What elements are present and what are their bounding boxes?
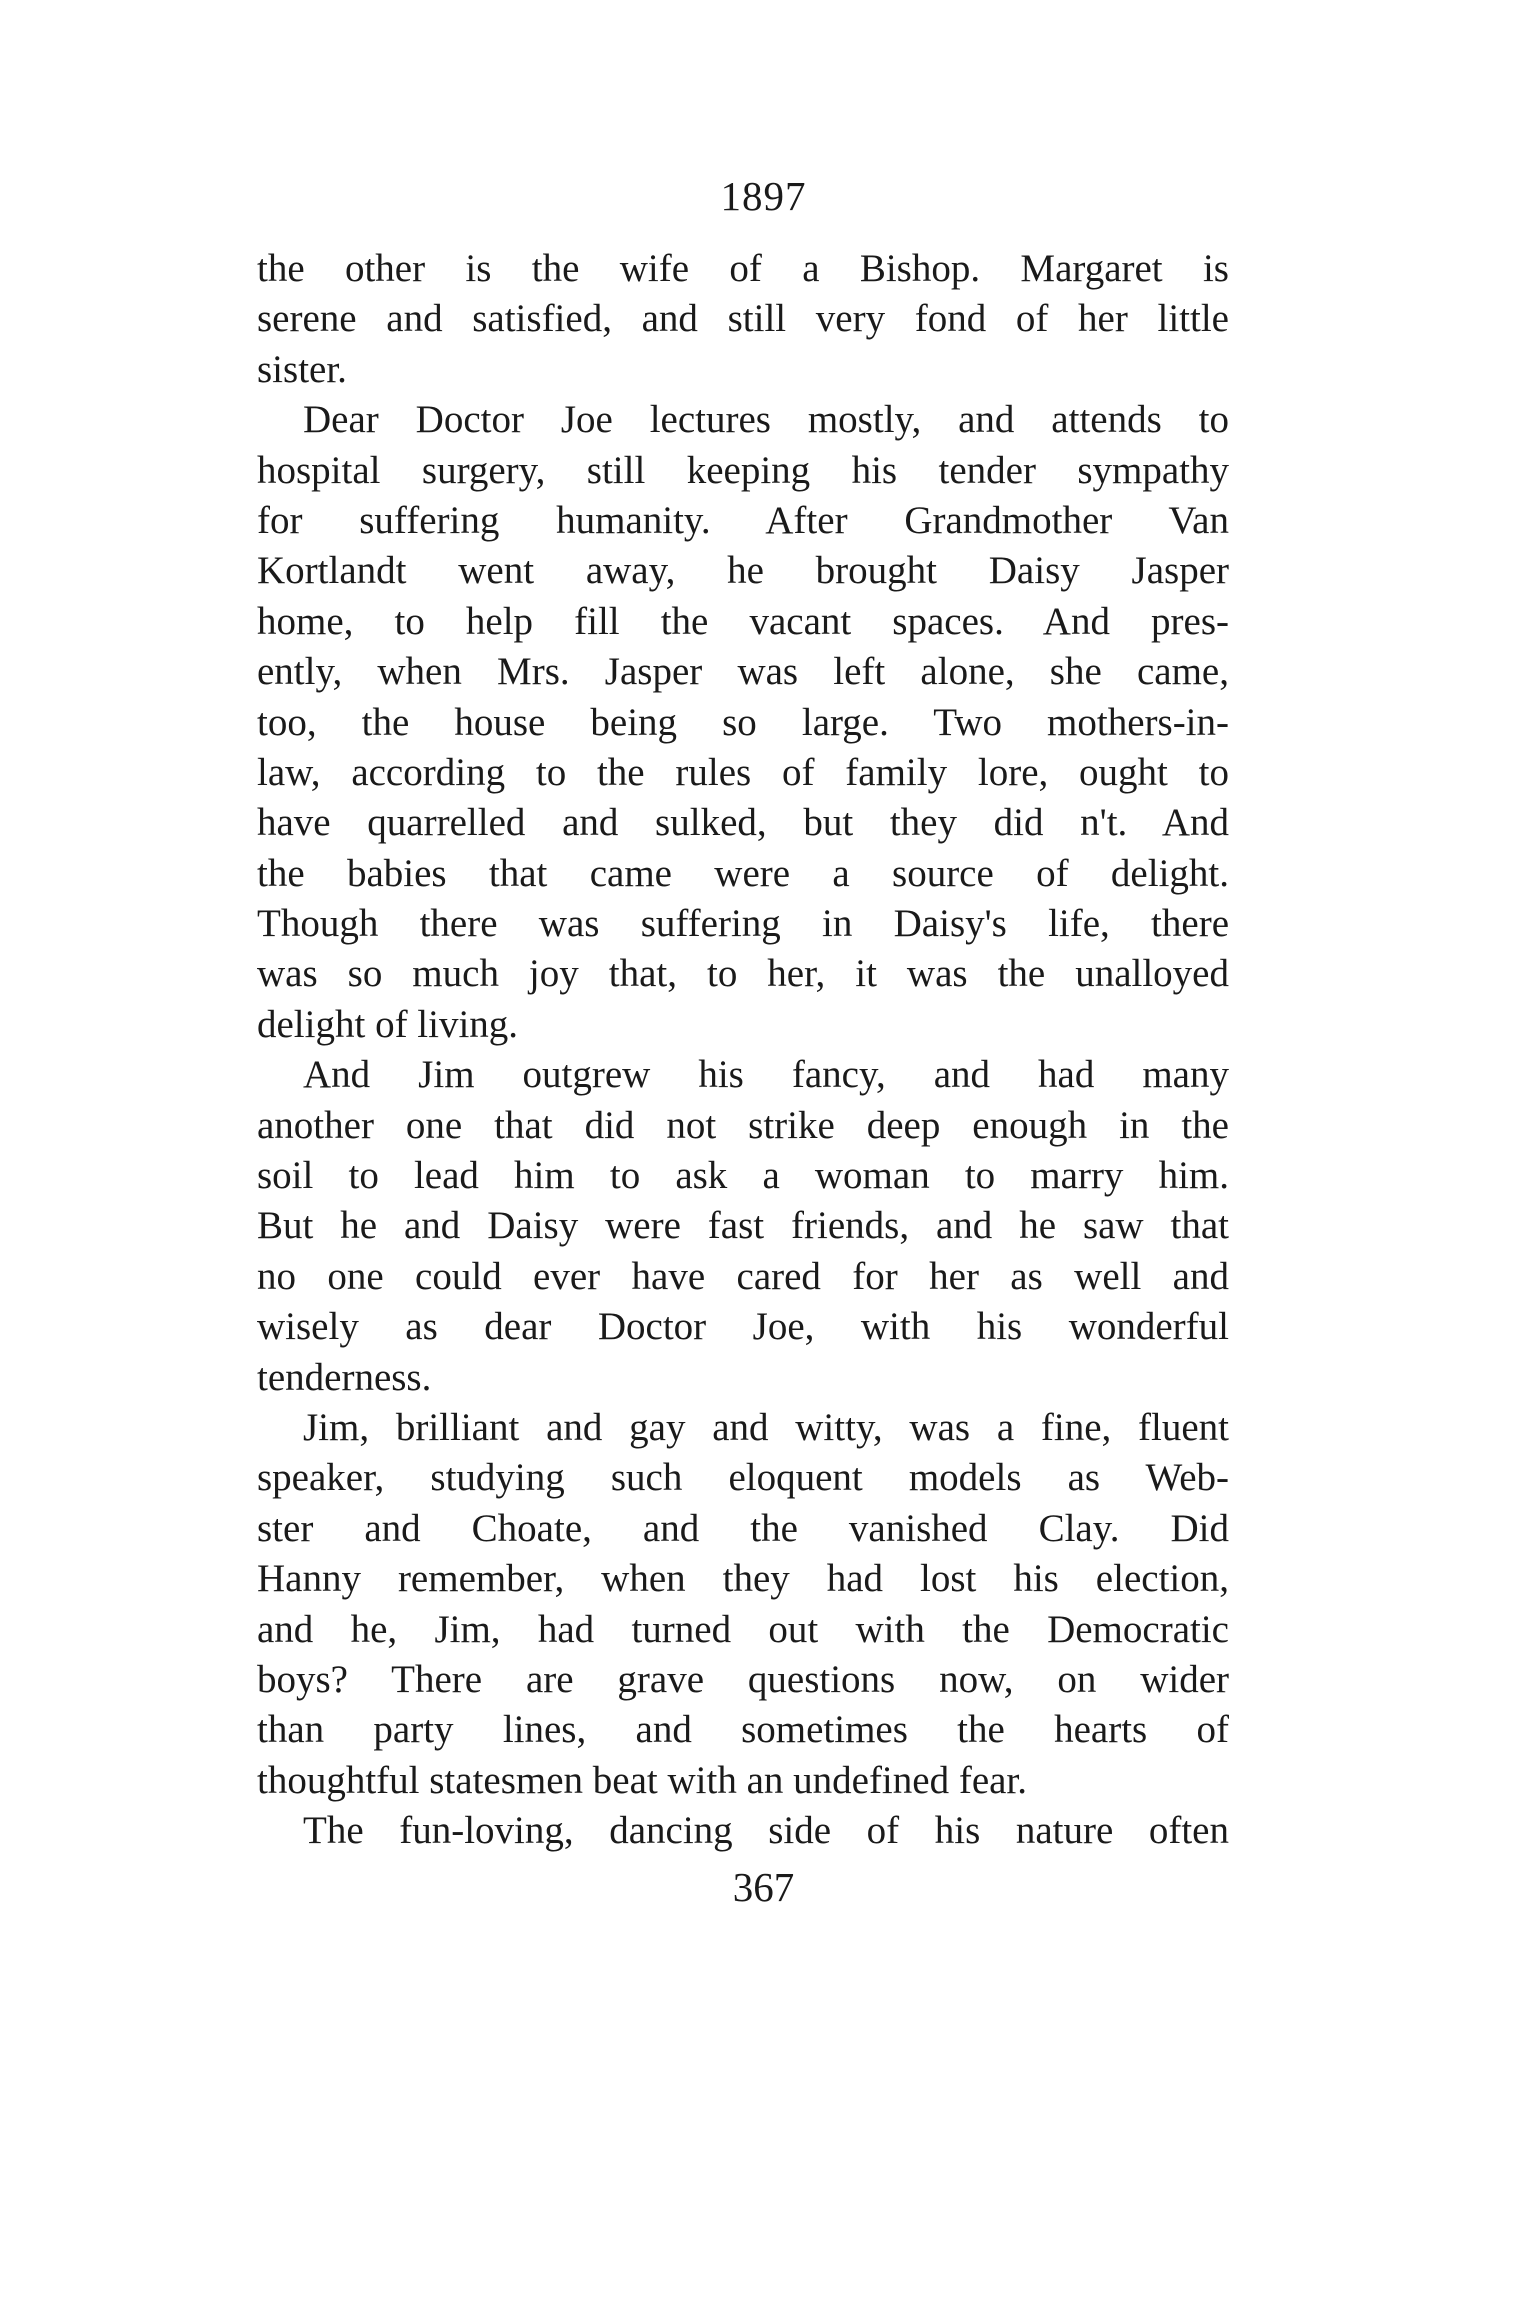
text-line: And Jim outgrew his fancy, and had many	[303, 1053, 1229, 1097]
body-text	[257, 244, 1229, 1857]
text-line: wisely as dear Doctor Joe, with his wonderful	[257, 1305, 1229, 1349]
text-line: the other is the wife of a Bishop. Margaret is	[257, 247, 1229, 290]
text-line: thoughtful statesmen beat with an undefined fear.	[257, 1758, 1028, 1802]
text-line: no one could ever have cared for her as well and	[257, 1254, 1229, 1298]
text-line: serene and satisfied, and still very fond of her little	[257, 297, 1229, 341]
text-line: The fun-loving, dancing side of his nature often	[303, 1809, 1229, 1853]
text-line: Jim, brilliant and gay and witty, was a fine, fluent	[303, 1405, 1229, 1449]
text-line: too, the house being so large. Two mothers-in-	[257, 700, 1229, 744]
text-line: soil to lead him to ask a woman to marry him.	[257, 1154, 1229, 1198]
text-line: another one that did not strike deep enough in the	[257, 1103, 1229, 1147]
text-line: Though there was suffering in Daisy's life, there	[257, 902, 1229, 946]
text-line: the babies that came were a source of delight.	[257, 851, 1229, 895]
text-line: than party lines, and sometimes the hearts of	[257, 1708, 1229, 1752]
text-line: delight of living.	[257, 1002, 519, 1046]
text-line: But he and Daisy were fast friends, and he saw that	[257, 1204, 1229, 1248]
text-line: Hanny remember, when they had lost his election,	[257, 1557, 1229, 1601]
text-line: hospital surgery, still keeping his tender sympathy	[257, 448, 1229, 492]
text-line: home, to help fill the vacant spaces. And pres-	[257, 599, 1229, 643]
text-line: have quarrelled and sulked, but they did n't. And	[257, 801, 1229, 845]
text-line: boys? There are grave questions now, on wider	[257, 1657, 1229, 1701]
text-line: Kortlandt went away, he brought Daisy Jasper	[257, 549, 1229, 593]
text-line: tenderness.	[257, 1355, 432, 1399]
text-line: law, according to the rules of family lore, ought to	[257, 750, 1229, 794]
text-line: ently, when Mrs. Jasper was left alone, she came,	[257, 650, 1229, 694]
text-line: ster and Choate, and the vanished Clay. Did	[257, 1506, 1229, 1550]
text-line: sister.	[257, 347, 347, 391]
running-head-year: 1897	[720, 173, 807, 219]
text-line: was so much joy that, to her, it was the unalloyed	[257, 952, 1229, 996]
text-line: speaker, studying such eloquent models as Web-	[257, 1456, 1229, 1500]
text-line: Dear Doctor Joe lectures mostly, and attends to	[303, 398, 1229, 442]
text-line: and he, Jim, had turned out with the Democratic	[257, 1607, 1229, 1651]
text-line: for suffering humanity. After Grandmother Van	[257, 498, 1229, 542]
page-number: 367	[732, 1864, 795, 1910]
